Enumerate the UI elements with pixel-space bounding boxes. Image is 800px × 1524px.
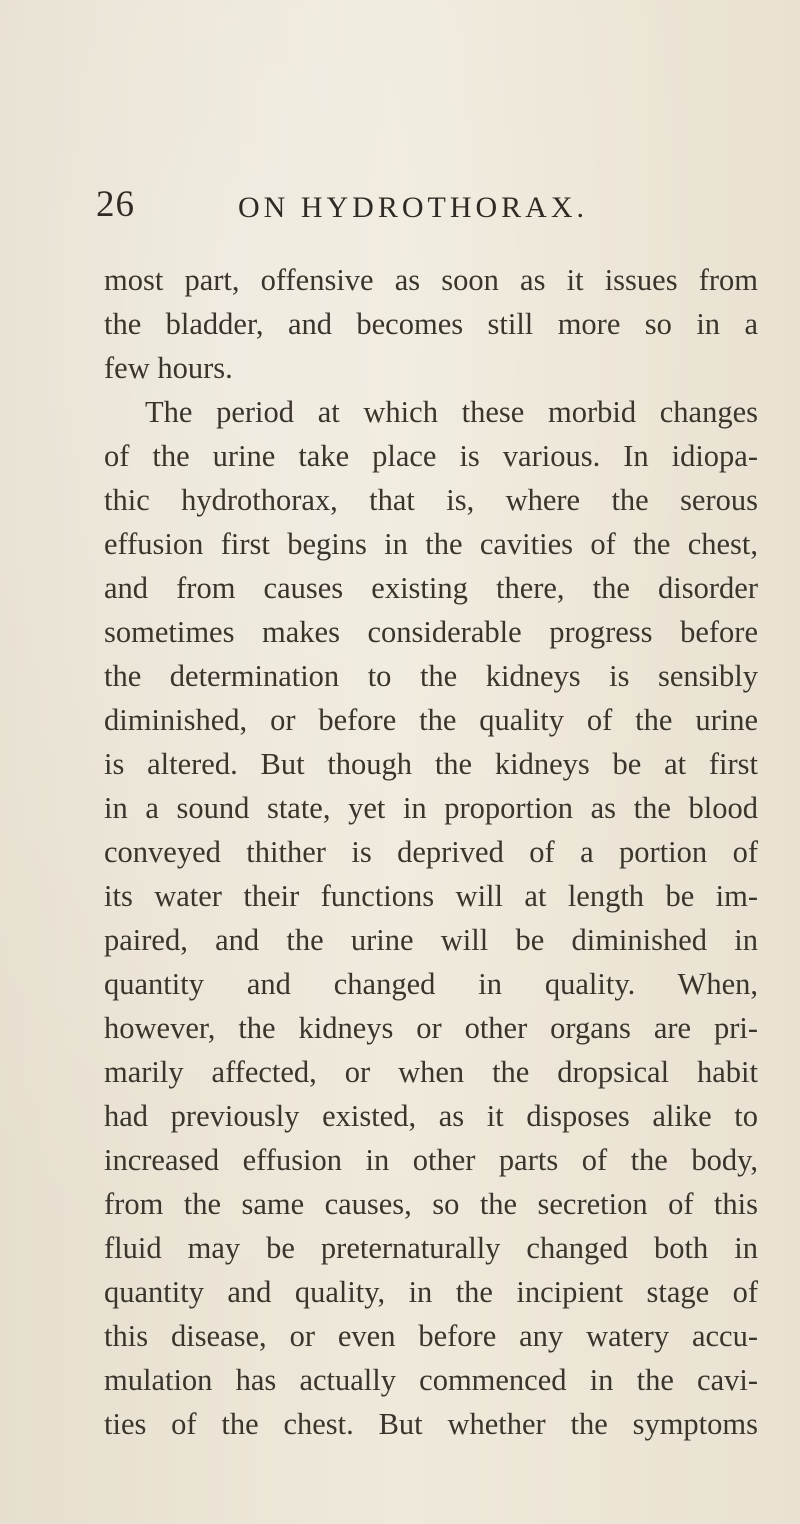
text-line: the bladder, and becomes still more so in a (104, 307, 758, 341)
text-line: quantity and changed in quality. When, (104, 967, 758, 1001)
text-line: sometimes makes considerable progress before (104, 615, 758, 649)
text-line: conveyed thither is deprived of a portion of (104, 835, 758, 869)
text-line: fluid may be preternaturally changed both in (104, 1231, 758, 1265)
text-line: its water their functions will at length be im- (104, 879, 758, 913)
text-line: The period at which these morbid changes (145, 395, 758, 429)
text-line: this disease, or even before any watery accu- (104, 1319, 758, 1353)
text-line: in a sound state, yet in proportion as the blood (104, 791, 758, 825)
text-line: effusion first begins in the cavities of the chest, (104, 527, 758, 561)
text-line: most part, offensive as soon as it issues from (104, 263, 758, 297)
text-line: the determination to the kidneys is sensibly (104, 659, 758, 693)
text-line: had previously existed, as it disposes alike to (104, 1099, 758, 1133)
text-line: ties of the chest. But whether the symptoms (104, 1407, 758, 1441)
text-line: diminished, or before the quality of the urine (104, 703, 758, 737)
text-line: of the urine take place is various. In idiopa- (104, 439, 758, 473)
text-line: from the same causes, so the secretion of this (104, 1187, 758, 1221)
text-line: few hours. (104, 351, 233, 385)
text-line: increased effusion in other parts of the body, (104, 1143, 758, 1177)
running-title: ON HYDROTHORAX. (238, 191, 588, 224)
text-line: is altered. But though the kidneys be at first (104, 747, 758, 781)
text-line: and from causes existing there, the disorder (104, 571, 758, 605)
text-line: marily affected, or when the dropsical habit (104, 1055, 758, 1089)
page-number: 26 (96, 184, 135, 225)
text-line: however, the kidneys or other organs are pri- (104, 1011, 758, 1045)
page-header (0, 183, 800, 233)
text-line: mulation has actually commenced in the cavi- (104, 1363, 758, 1397)
text-line: paired, and the urine will be diminished in (104, 923, 758, 957)
text-line: quantity and quality, in the incipient stage of (104, 1275, 758, 1309)
text-line: thic hydrothorax, that is, where the serous (104, 483, 758, 517)
